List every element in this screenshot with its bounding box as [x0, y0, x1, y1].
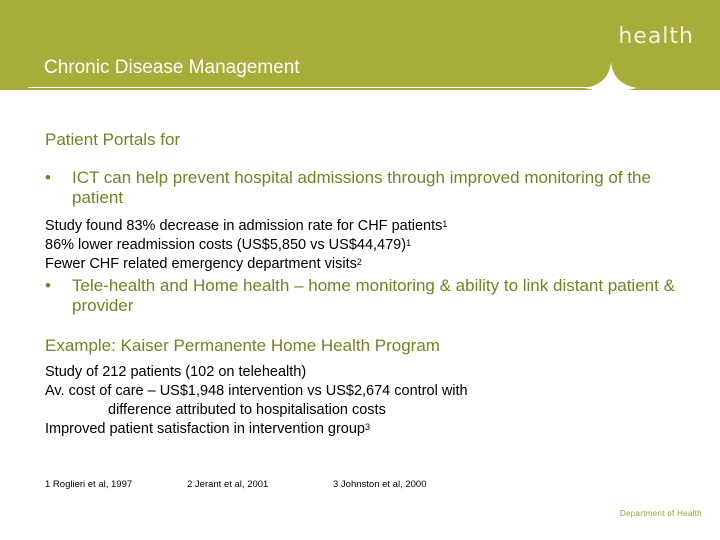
example-heading: Example: Kaiser Permanente Home Health Program: [45, 336, 440, 355]
star-diamond-icon: [585, 62, 637, 114]
finding-line: Study found 83% decrease in admission rate for CHF patients$^1$: [45, 218, 448, 234]
detail-line-continued: difference attributed to hospitalisation costs: [108, 402, 386, 418]
detail-line: Study of 212 patients (102 on telehealth): [45, 364, 307, 380]
reference-item: 3 Johnston et al, 2000: [333, 479, 427, 490]
detail-line: Av. cost of care – US$1,948 intervention vs US$2,674 control with: [45, 383, 468, 399]
slide-title: Chronic Disease Management: [44, 57, 300, 78]
finding-line: 86% lower readmission costs (US$5,850 vs US$44,479)$^1$: [45, 237, 412, 253]
section-heading: Patient Portals for: [45, 130, 181, 149]
study-findings: [45, 217, 685, 274]
slide-body: [45, 130, 685, 439]
bullet-point-2: [45, 276, 685, 316]
bullet-point-1: [45, 168, 685, 208]
detail-line: Improved patient satisfaction in intervention group$^3$: [45, 421, 371, 437]
example-details: [45, 363, 685, 439]
brand-logo: health: [618, 24, 694, 49]
footer-logo: Department of Health: [619, 509, 702, 518]
bullet-text: Tele-health and Home health – home monitoring & ability to link distant patient & provider: [72, 276, 675, 315]
bullet-dot: •: [45, 168, 51, 187]
finding-line: Fewer CHF related emergency department visits$^2$: [45, 256, 362, 272]
reference-item: 2 Jerant et al, 2001: [187, 479, 269, 490]
bullet-text: ICT can help prevent hospital admissions through improved monitoring of the patient: [72, 168, 651, 207]
bullet-dot: •: [45, 276, 51, 295]
reference-item: 1 Roglieri et al, 1997: [45, 479, 133, 490]
title-rule: [28, 87, 618, 88]
